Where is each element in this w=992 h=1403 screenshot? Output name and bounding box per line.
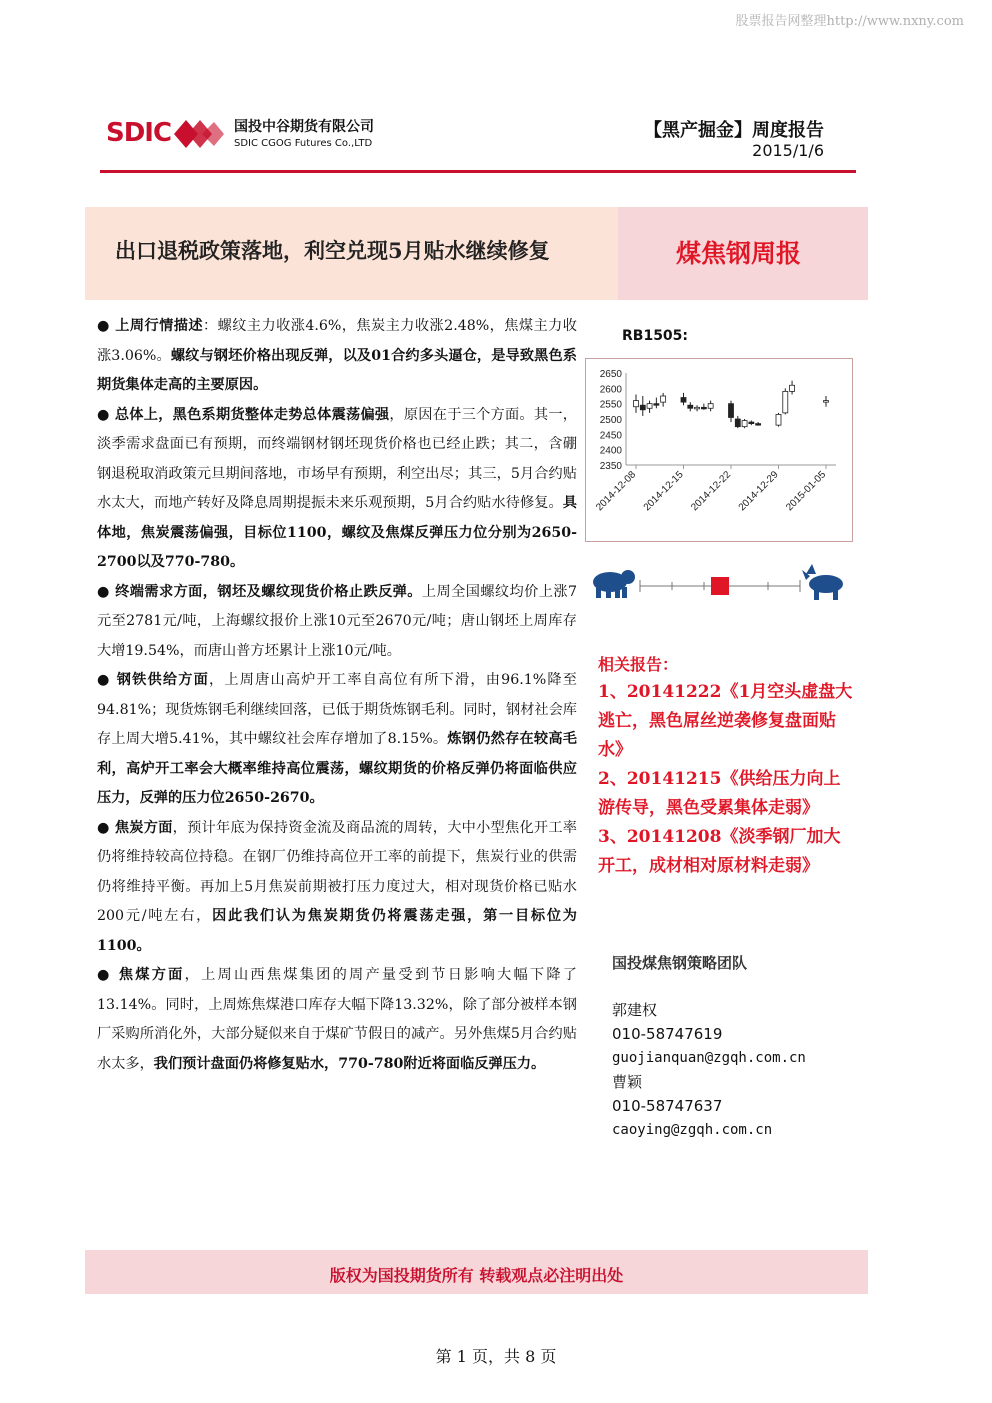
candle-body bbox=[708, 404, 713, 409]
candle-body bbox=[729, 404, 734, 418]
paragraph-coking-coal: ● 焦煤方面，上周山西焦煤集团的周产量受到节日影响大幅下降了13.14%。同时，上周炼焦煤港口库存大幅下降13.32%，除了部分被样本钢厂采购所消化外，大部分疑似来自于煤矿节假日的减产。另外焦煤5月合约贴水太多，我们预计盘面仍将修复贴水，770-780附近将面临反弹压力。 bbox=[97, 967, 577, 1072]
logo-text: SDIC bbox=[106, 118, 172, 148]
chart-svg bbox=[586, 359, 852, 541]
team-title: 国投煤焦钢策略团队 bbox=[612, 954, 748, 972]
report-body bbox=[97, 312, 577, 1079]
bull-icon bbox=[802, 564, 843, 600]
company-name-en: SDIC CGOG Futures Co.,LTD bbox=[234, 138, 373, 149]
contact-name: 曹颖 bbox=[612, 1073, 643, 1091]
copyright-banner bbox=[85, 1250, 868, 1294]
sentiment-meter bbox=[588, 560, 848, 604]
header-divider bbox=[100, 170, 856, 173]
candle-body bbox=[681, 398, 686, 403]
meter-marker bbox=[711, 577, 729, 595]
x-tick-label: 2014-12-15 bbox=[641, 469, 686, 514]
y-tick-label: 2600 bbox=[599, 384, 622, 396]
series-panel bbox=[618, 207, 868, 300]
candle-body bbox=[640, 405, 645, 410]
related-report-link[interactable]: 2、20141215《供给压力向上游传导，黑色受累集体走弱》 bbox=[598, 769, 841, 818]
x-tick-label: 2014-12-29 bbox=[736, 469, 781, 514]
paragraph-market-review: ● 上周行情描述：螺纹主力收涨4.6%，焦炭主力收涨2.48%，焦煤主力收涨3.06%。螺纹与钢坯价格出现反弹，以及01合约多头逼仓，是导致黑色系期货集体走高的主要原因。 bbox=[97, 318, 577, 393]
candlestick-chart bbox=[585, 358, 853, 542]
candle-body bbox=[647, 404, 652, 409]
related-report-link[interactable]: 1、20141222《1月空头虚盘大逃亡，黑色屌丝逆袭修复盘面贴水》 bbox=[598, 682, 853, 760]
report-series: 煤焦钢周报 bbox=[676, 239, 802, 268]
contact-name: 郭建权 bbox=[612, 1001, 658, 1019]
paragraph-supply: ● 钢铁供给方面，上周唐山高炉开工率自高位有所下滑，由96.1%降至94.81%；现货炼钢毛利继续回落，已低于期货炼钢毛利。同时，钢材社会库存上周大增5.41%，其中螺纹社会库存增加了8.15%。炼钢仍然存在较高毛利，高炉开工率会大概率维持高位震荡，螺纹期货的价格反弹仍将面临供应压力，反弹的压力位2650-2670。 bbox=[97, 672, 577, 806]
y-tick-label: 2500 bbox=[599, 415, 622, 426]
candle-body bbox=[824, 401, 829, 403]
copyright-text: 版权为国投期货所有 转载观点必注明出处 bbox=[329, 1266, 624, 1285]
report-headline: 出口退税政策落地，利空兑现5月贴水继续修复 bbox=[115, 238, 550, 263]
related-reports-title: 相关报告： bbox=[598, 655, 679, 674]
candle-body bbox=[688, 405, 693, 408]
report-kind: 【黑产掘金】周度报告 bbox=[644, 120, 824, 141]
y-tick-label: 2450 bbox=[599, 430, 622, 442]
candle-body bbox=[783, 391, 788, 412]
related-reports-list bbox=[598, 678, 853, 881]
contact-phone: 010-58747619 bbox=[612, 1025, 723, 1043]
logo-mark-icon bbox=[174, 114, 224, 154]
contact-phone: 010-58747637 bbox=[612, 1097, 723, 1115]
candle-body bbox=[634, 401, 639, 407]
related-report-link[interactable]: 3、20141208《淡季钢厂加大开工，成材相对原材料走弱》 bbox=[598, 827, 841, 876]
y-tick-label: 2400 bbox=[599, 445, 622, 457]
candle-body bbox=[695, 407, 700, 409]
candle-body bbox=[790, 385, 795, 391]
report-date: 2015/1/6 bbox=[752, 141, 824, 160]
company-name-cn: 国投中谷期货有限公司 bbox=[234, 119, 374, 135]
x-tick-label: 2014-12-22 bbox=[689, 469, 734, 514]
paragraph-overall: ● 总体上，黑色系期货整体走势总体震荡偏强，原因在于三个方面。其一，淡季需求盘面已有预期，而终端钢材钢坯现货价格也已经止跌；其二，含硼钢退税取消政策元旦期间落地，市场早有预期，利空出尽；其三，5月合约贴水太大，而地产转好及降息周期提振未来乐观预期，5月合约贴水待修复。具体地，焦炭震荡偏强，目标位1100，螺纹及焦煤反弹压力位分别为2650-2700以及770-780。 bbox=[97, 406, 577, 570]
chart-label: RB1505: bbox=[622, 328, 689, 344]
y-tick-label: 2650 bbox=[599, 369, 622, 380]
x-tick-label: 2014-12-08 bbox=[594, 469, 639, 514]
candle-body bbox=[749, 422, 754, 424]
x-tick-label: 2015-01-05 bbox=[784, 469, 829, 514]
paragraph-coke: ● 焦炭方面，预计年底为保持资金流及商品流的周转，大中小型焦化开工率仍将维持较高位持稳。在钢厂仍维持高位开工率的前提下，焦炭行业的供需仍将维持平衡。再加上5月焦炭前期被打压力度过大，相对现货价格已贴水200元/吨左右，因此我们认为焦炭期货仍将震荡走强，第一目标位为1100。 bbox=[97, 819, 577, 954]
title-banner bbox=[85, 207, 868, 300]
team-contacts bbox=[612, 998, 806, 1142]
paragraph-demand: ● 终端需求方面，钢坯及螺纹现货价格止跌反弹。上周全国螺纹均价上涨7元至2781元/吨，上海螺纹报价上涨10元至2670元/吨；唐山钢坯上周库存大增19.54%，而唐山普方坯累计上涨10元/吨。 bbox=[97, 583, 577, 659]
page-number: 第 1 页，共 8 页 bbox=[435, 1347, 557, 1366]
y-tick-label: 2550 bbox=[599, 399, 622, 411]
candle-body bbox=[756, 424, 761, 426]
candle-body bbox=[776, 414, 781, 425]
watermark: 股票报告网整理http://www.nxny.com bbox=[735, 14, 964, 29]
bear-icon bbox=[593, 570, 635, 598]
candle-body bbox=[701, 407, 706, 409]
candle-body bbox=[654, 404, 659, 406]
contact-email[interactable]: guojianquan@zgqh.com.cn bbox=[612, 1050, 806, 1066]
y-tick-label: 2350 bbox=[599, 461, 622, 472]
candle-body bbox=[661, 396, 666, 402]
candle-body bbox=[742, 421, 747, 427]
contact-email[interactable]: caoying@zgqh.com.cn bbox=[612, 1122, 773, 1138]
candle-body bbox=[735, 419, 740, 427]
